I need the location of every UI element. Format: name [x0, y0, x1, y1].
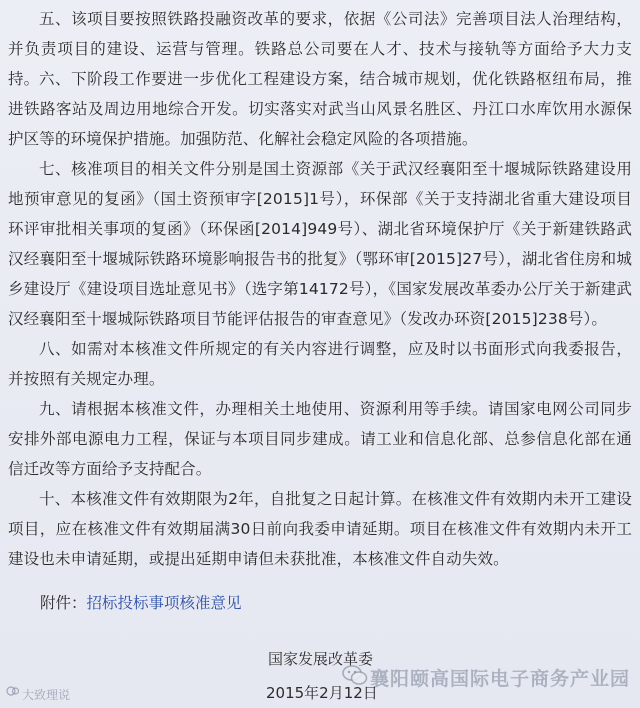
- watermark-source-text: 大致理说: [22, 688, 71, 702]
- paragraph-6: 六、下阶段工作要进一步优化工程建设方案，结合城市规划，优化铁路枢纽布局，推进铁路客站及周边用地综合开发。切实落实对武当山风景名胜区、丹江口水库饮用水源保护区等的环境保护措施。加强防范、化解社会稳定风险的各项措施。: [8, 70, 632, 148]
- attachment-link[interactable]: 招标投标事项核准意见: [86, 594, 242, 612]
- paragraph-8: 八、如需对本核准文件所规定的有关内容进行调整，应及时以书面形式向我委报告，并按照有关规定办理。: [8, 340, 632, 388]
- paragraph-9: 九、请根据本核准文件，办理相关土地使用、资源利用等手续。请国家电网公司同步安排外部电源电力工程，保证与本项目同步建成。请工业和信息化部、总参信息化部在通信迁改等方面给予支持配合。: [8, 400, 632, 478]
- watermark-organization: 襄阳颐高国际电子商务产业园: [370, 668, 631, 690]
- paragraph-10: 十、本核准文件有效期限为2年，自批复之日起计算。在核准文件有效期内未开工建设项目，应在核准文件有效期届满30日前向我委申请延期。项目在核准文件有效期内未开工建设也未申请延期，或提出延期申请但未获批准，本核准文件自动失效。: [8, 490, 632, 568]
- paragraph-7: 七、核准项目的相关文件分别是国土资源部《关于武汉经襄阳至十堰城际铁路建设用地预审意见的复函》（国土资预审字[2015]1号），环保部《关于支持湖北省重大建设项目环评审批相关事项的复函》（环保函[2014]949号）、湖北省环境保护厅《关于新建铁路武汉经襄阳至十堰城际铁路环境影响报告书的批复》（鄂环审[2015]27号），湖北省住房和城乡建设厅《建设项目选址意见书》（选字第14172号），《国家发展改革委办公厅关于新建武汉经襄阳至十堰城际铁路项目节能评估报告的审查意见》（发改办环资[2015]238号）。: [8, 160, 632, 328]
- attachment-line: [40, 588, 242, 618]
- issue-date: 2015年2月12日: [266, 684, 378, 702]
- paragraph-5: 五、该项目要按照铁路投融资改革的要求，依据《公司法》完善项目法人治理结构，并负责项目的建设、运营与管理。铁路总公司要在人才、技术与接轨等方面给予大力支持。: [8, 10, 632, 88]
- watermark-source: [22, 686, 70, 703]
- issuer-name: 国家发展改革委: [268, 650, 374, 668]
- watermark-logo-icon: [6, 684, 20, 698]
- attachment-label: 附件：: [40, 594, 87, 612]
